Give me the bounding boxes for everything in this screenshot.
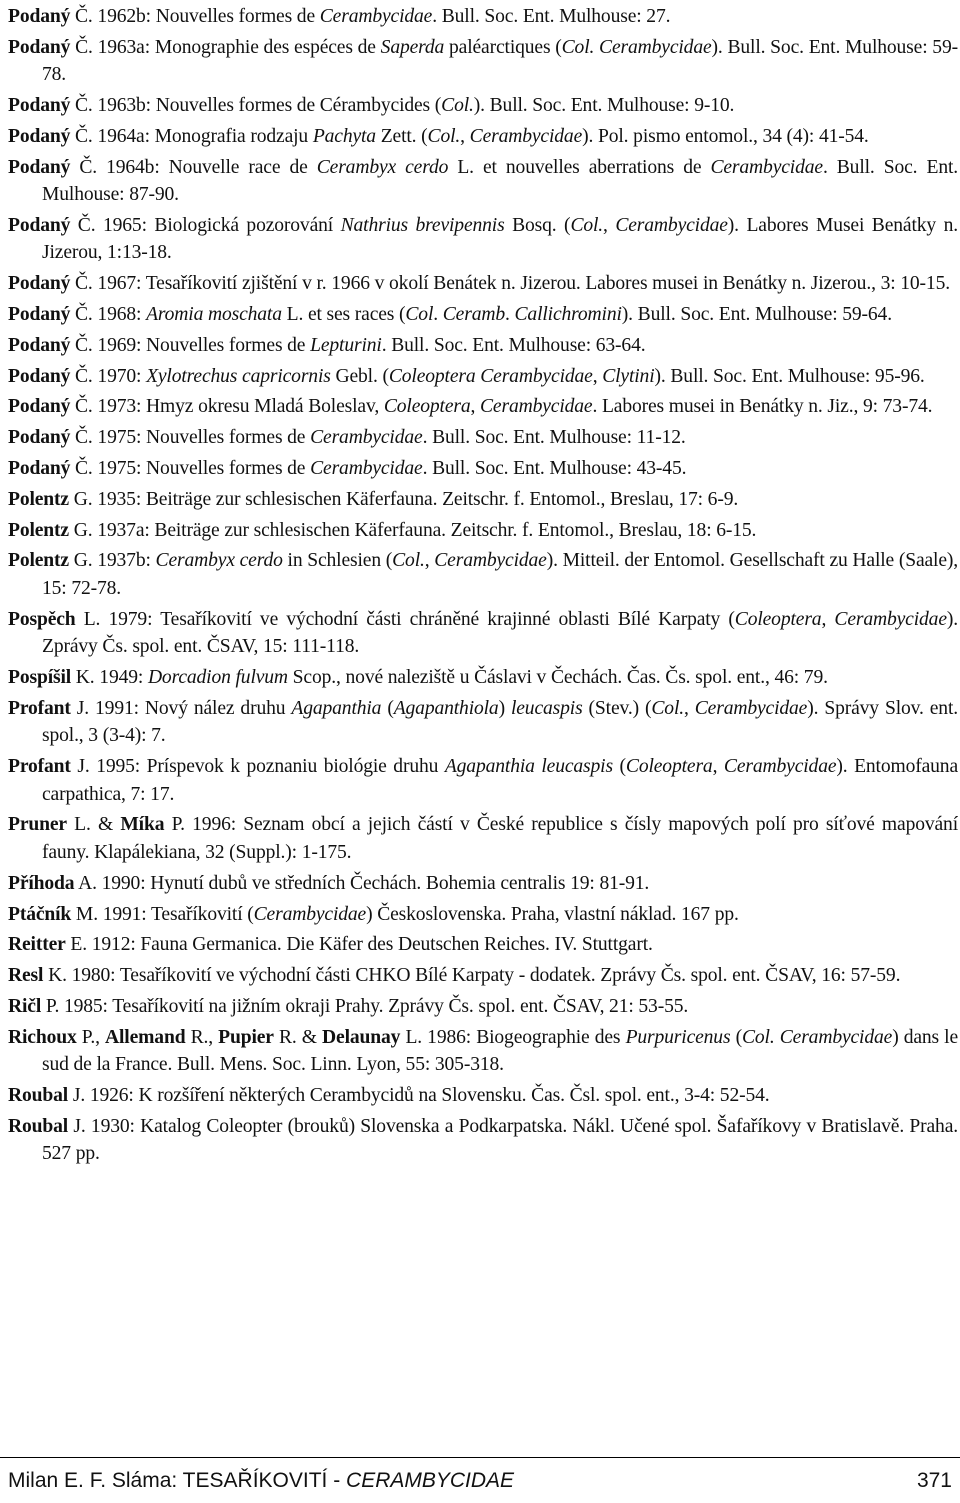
author-surname: Pospíšil bbox=[8, 667, 72, 689]
reference-entry bbox=[8, 606, 958, 661]
reference-entry bbox=[8, 486, 958, 514]
reference-text: Bosq. ( bbox=[504, 214, 571, 236]
italic-term: Cerambycidae bbox=[469, 125, 583, 147]
reference-text: (Stev.) ( bbox=[582, 697, 652, 719]
italic-term: Agapanthiola bbox=[393, 697, 499, 719]
author-surname: Podaný bbox=[8, 36, 71, 58]
author-surname: Profant bbox=[8, 756, 71, 778]
reference-text: . Bull. Soc. Ent. Mulhouse: 63-64. bbox=[381, 334, 646, 356]
reference-entry bbox=[8, 270, 958, 298]
reference-text: J. 1926: K rozšíření některých Cerambycidů na Slovensku. Čas. Čsl. spol. ent., 3-4: 52-54. bbox=[68, 1085, 770, 1107]
reference-text: Č. 1963b: Nouvelles formes de Cérambycides ( bbox=[70, 95, 442, 117]
italic-term: Cerambycidae bbox=[694, 697, 808, 719]
reference-text: M. 1991: Tesaříkovití ( bbox=[71, 903, 254, 925]
italic-term: Cerambycidae bbox=[710, 156, 823, 178]
italic-term: Aromia moschata bbox=[146, 304, 282, 326]
reference-entry bbox=[8, 123, 958, 151]
italic-term: Coleoptera Cerambycidae bbox=[388, 365, 593, 387]
reference-text: L. et nouvelles aberrations de bbox=[448, 156, 711, 178]
reference-entry bbox=[8, 695, 958, 750]
reference-text: , bbox=[424, 550, 435, 572]
reference-text: ( bbox=[730, 1026, 742, 1048]
reference-text: . Bull. Soc. Ent. Mulhouse: 11-12. bbox=[422, 427, 686, 449]
italic-term: Col. bbox=[392, 550, 425, 572]
author-surname: Podaný bbox=[8, 304, 71, 326]
reference-text: R., bbox=[185, 1026, 219, 1048]
reference-text: Č. 1975: Nouvelles formes de bbox=[70, 458, 311, 480]
italic-term: Purpuricenus bbox=[625, 1026, 731, 1048]
reference-text: ). Pol. pismo entomol., 34 (4): 41-54. bbox=[582, 125, 869, 147]
reference-text: Č. 1964b: Nouvelle race de bbox=[70, 156, 317, 178]
italic-term: Coleoptera bbox=[625, 756, 713, 778]
reference-text: J. 1930: Katalog Coleopter (brouků) Slovenska a Podkarpatska. Nákl. Učené spol. Šafaříkovy v Bratislavě. Praha. 527 pp. bbox=[42, 1115, 958, 1165]
reference-entry bbox=[8, 993, 958, 1021]
author-surname: Delaunay bbox=[322, 1026, 401, 1048]
reference-entry bbox=[8, 901, 958, 929]
reference-text: Č. 1965: Biologická pozorování bbox=[70, 214, 341, 236]
reference-text: Č. 1969: Nouvelles formes de bbox=[70, 334, 311, 356]
reference-entry bbox=[8, 3, 958, 31]
author-surname: Polentz bbox=[8, 488, 69, 510]
reference-text: P., bbox=[76, 1026, 105, 1048]
reference-text: K. 1949: bbox=[71, 667, 148, 689]
italic-term: Clytini bbox=[602, 365, 655, 387]
italic-term: Col. Cerambycidae bbox=[561, 36, 712, 58]
author-surname: Podaný bbox=[8, 95, 71, 117]
reference-text: Č. 1967: Tesaříkovití zjištění v r. 1966 v okolí Benátek n. Jizerou. Labores musei in Benátky n. Jizerou., 3: 10-15. bbox=[70, 273, 950, 295]
reference-entry bbox=[8, 34, 958, 89]
reference-text: Scop., nové naleziště u Čáslavi v Čechách. Čas. Čs. spol. ent., 46: 79. bbox=[287, 667, 828, 689]
reference-entry bbox=[8, 363, 958, 391]
reference-text: , bbox=[460, 125, 470, 147]
author-surname: Podaný bbox=[8, 365, 71, 387]
author-surname: Pupier bbox=[218, 1026, 274, 1048]
reference-text: L. & bbox=[66, 814, 121, 836]
reference-text: L. 1979: Tesaříkovití ve východní části chráněné krajinné oblasti Bílé Karpaty ( bbox=[75, 608, 735, 630]
italic-term: Callichromini bbox=[514, 304, 622, 326]
reference-entry bbox=[8, 517, 958, 545]
reference-text: ). Bull. Soc. Ent. Mulhouse: 95-96. bbox=[654, 365, 925, 387]
reference-text: Č. 1970: bbox=[70, 365, 147, 387]
running-footer bbox=[8, 1469, 514, 1493]
italic-term: Lepturini bbox=[310, 334, 382, 356]
reference-text: . bbox=[433, 304, 443, 326]
author-surname: Reitter bbox=[8, 934, 66, 956]
author-surname: Podaný bbox=[8, 156, 71, 178]
author-surname: Profant bbox=[8, 697, 71, 719]
author-surname: Polentz bbox=[8, 550, 69, 572]
reference-entry bbox=[8, 753, 958, 808]
author-surname: Podaný bbox=[8, 6, 71, 27]
author-surname: Ptáčník bbox=[8, 903, 72, 925]
reference-entry bbox=[8, 424, 958, 452]
reference-text: ). Mitteil. der Entomol. Gesellschaft zu Halle (Saale), 15: 72-78. bbox=[42, 550, 959, 599]
reference-text: , bbox=[712, 756, 724, 778]
italic-term: Col. bbox=[651, 697, 684, 719]
reference-list bbox=[8, 3, 958, 1171]
reference-entry bbox=[8, 811, 958, 866]
italic-term: Cerambycidae bbox=[834, 608, 947, 630]
reference-text: ). Zprávy Čs. spol. ent. ČSAV, 15: 111-118. bbox=[42, 608, 958, 658]
reference-entry bbox=[8, 92, 958, 120]
author-surname: Podaný bbox=[8, 396, 71, 418]
reference-text: P. 1996: Seznam obcí a jejich částí v České republice s čísly mapových polí pro síťové mapování fauny. Klapálekiana, 32 (Suppl.): 1-175. bbox=[42, 814, 958, 863]
reference-text: . Labores musei in Benátky n. Jiz., 9: 73-74. bbox=[592, 396, 933, 418]
footer-title: CERAMBYCIDAE bbox=[346, 1469, 515, 1492]
author-surname: Podaný bbox=[8, 214, 71, 236]
reference-entry bbox=[8, 962, 958, 990]
author-surname: Podaný bbox=[8, 273, 71, 295]
author-surname: Pospěch bbox=[8, 608, 76, 630]
author-surname: Míka bbox=[120, 814, 165, 836]
reference-entry bbox=[8, 547, 958, 602]
reference-entry bbox=[8, 332, 958, 360]
author-surname: Richoux bbox=[8, 1026, 77, 1048]
reference-text: A. 1990: Hynutí dubů ve středních Čechách. Bohemia centralis 19: 81-91. bbox=[74, 872, 650, 894]
italic-term: Cerambycidae bbox=[615, 214, 728, 236]
reference-text: E. 1912: Fauna Germanica. Die Käfer des Deutschen Reiches. IV. Stuttgart. bbox=[65, 934, 653, 956]
reference-text: ). Labores Musei Benátky n. Jizerou, 1:13-18. bbox=[42, 214, 958, 264]
reference-text: paléarctiques ( bbox=[444, 36, 562, 58]
italic-term: Cerambycidae bbox=[310, 458, 423, 480]
italic-term: Cerambycidae bbox=[723, 756, 837, 778]
footer-author: Milan E. F. Sláma: TESAŘÍKOVITÍ - bbox=[8, 1469, 347, 1492]
italic-term: Coleoptera bbox=[383, 396, 471, 418]
italic-term: Dorcadion fulvum bbox=[147, 667, 288, 689]
author-surname: Pruner bbox=[8, 814, 67, 836]
reference-text: . Bull. Soc. Ent. Mulhouse: 43-45. bbox=[422, 458, 687, 480]
reference-text: Č. 1975: Nouvelles formes de bbox=[70, 427, 311, 449]
reference-text: ). Správy Slov. ent. spol., 3 (3-4): 7. bbox=[42, 697, 958, 747]
reference-entry bbox=[8, 301, 958, 329]
reference-entry bbox=[8, 1024, 958, 1079]
reference-text: , bbox=[821, 608, 835, 630]
reference-text: G. 1935: Beiträge zur schlesischen Käferfauna. Zeitschr. f. Entomol., Breslau, 17: 6-9. bbox=[68, 488, 739, 510]
italic-term: Pachyta bbox=[312, 125, 376, 147]
reference-text: in Schlesien ( bbox=[282, 550, 393, 572]
reference-entry bbox=[8, 393, 958, 421]
reference-entry bbox=[8, 931, 958, 959]
reference-text: ) bbox=[498, 697, 511, 719]
reference-text: , bbox=[684, 697, 695, 719]
reference-text: Gebl. ( bbox=[330, 365, 389, 387]
author-surname: Podaný bbox=[8, 458, 71, 480]
reference-text: Č. 1964a: Monografia rodzaju bbox=[70, 125, 313, 147]
author-surname: Roubal bbox=[8, 1085, 69, 1107]
italic-term: Coleoptera bbox=[734, 608, 822, 630]
reference-text: . Bull. Soc. Ent. Mulhouse: 27. bbox=[432, 6, 671, 27]
reference-text: ). Bull. Soc. Ent. Mulhouse: 59-78. bbox=[42, 36, 958, 86]
reference-text: ( bbox=[612, 756, 626, 778]
reference-text: J. 1995: Príspevok k poznaniu biológie druhu bbox=[70, 756, 445, 778]
reference-text: ). Bull. Soc. Ent. Mulhouse: 9-10. bbox=[473, 95, 735, 117]
author-surname: Roubal bbox=[8, 1115, 69, 1137]
italic-term: Cerambyx cerdo bbox=[316, 156, 449, 178]
italic-term: Col. bbox=[441, 95, 474, 117]
reference-text: . bbox=[505, 304, 515, 326]
reference-text: ) dans le sud de la France. Bull. Mens. Soc. Linn. Lyon, 55: 305-318. bbox=[42, 1026, 959, 1076]
reference-text: ). Entomofauna carpathica, 7: 17. bbox=[42, 756, 959, 805]
reference-text: K. 1980: Tesaříkovití ve východní části CHKO Bílé Karpaty - dodatek. Zprávy Čs. spol. ent. ČSAV, 16: 57-59. bbox=[43, 965, 901, 987]
reference-text: Č. 1962b: Nouvelles formes de bbox=[70, 6, 320, 27]
italic-term: Saperda bbox=[380, 36, 445, 58]
reference-text: , bbox=[603, 214, 616, 236]
reference-text: Zett. ( bbox=[375, 125, 428, 147]
reference-text: P. 1985: Tesaříkovití na jižním okraji Prahy. Zprávy Čs. spol. ent. ČSAV, 21: 53-55. bbox=[41, 995, 689, 1017]
italic-term: Cerambyx cerdo bbox=[155, 550, 283, 572]
author-surname: Podaný bbox=[8, 427, 71, 449]
italic-term: Xylotrechus capricornis bbox=[146, 365, 331, 387]
reference-text: . Bull. Soc. Ent. Mulhouse: 87-90. bbox=[42, 156, 959, 206]
author-surname: Podaný bbox=[8, 125, 71, 147]
reference-entry bbox=[8, 1113, 958, 1168]
reference-text: Č. 1973: Hmyz okresu Mladá Boleslav, bbox=[70, 396, 384, 418]
reference-text: J. 1991: Nový nález druhu bbox=[70, 697, 292, 719]
author-surname: Allemand bbox=[105, 1026, 186, 1048]
reference-text: R. & bbox=[273, 1026, 323, 1048]
reference-entry bbox=[8, 870, 958, 898]
reference-entry bbox=[8, 664, 958, 692]
author-surname: Příhoda bbox=[8, 872, 75, 894]
reference-text: ( bbox=[381, 697, 394, 719]
author-surname: Podaný bbox=[8, 334, 71, 356]
reference-entry bbox=[8, 154, 958, 209]
reference-text: L. 1986: Biogeographie des bbox=[400, 1026, 626, 1048]
reference-text: ) Československa. Praha, vlastní náklad. 167 pp. bbox=[366, 903, 739, 925]
reference-text: G. 1937b: bbox=[68, 550, 156, 572]
footer-divider bbox=[0, 1457, 960, 1458]
italic-term: Col bbox=[405, 304, 434, 326]
reference-text: , bbox=[470, 396, 480, 418]
reference-text: Č. 1968: bbox=[70, 304, 147, 326]
reference-text: , bbox=[592, 365, 603, 387]
reference-text: L. et ses races ( bbox=[281, 304, 406, 326]
reference-entry bbox=[8, 1082, 958, 1110]
italic-term: Ceramb bbox=[442, 304, 506, 326]
reference-text: ). Bull. Soc. Ent. Mulhouse: 59-64. bbox=[621, 304, 892, 326]
author-surname: Polentz bbox=[8, 519, 69, 541]
reference-entry bbox=[8, 455, 958, 483]
italic-term: Agapanthia leucaspis bbox=[444, 756, 613, 778]
reference-entry bbox=[8, 212, 958, 267]
reference-text: G. 1937a: Beiträge zur schlesischen Käferfauna. Zeitschr. f. Entomol., Breslau, 18: 6-15. bbox=[68, 519, 757, 541]
author-surname: Ričl bbox=[8, 995, 42, 1017]
italic-term: Cerambycidae bbox=[253, 903, 367, 925]
italic-term: Cerambycidae bbox=[310, 427, 423, 449]
italic-term: Cerambycidae bbox=[779, 1026, 893, 1048]
italic-term: Col. bbox=[741, 1026, 775, 1048]
italic-term: Cerambycidae bbox=[480, 396, 593, 418]
italic-term: leucaspis bbox=[510, 697, 583, 719]
italic-term: Col. bbox=[427, 125, 461, 147]
italic-term: Nathrius brevipennis bbox=[340, 214, 505, 236]
reference-text: Č. 1963a: Monographie des espéces de bbox=[70, 36, 381, 58]
author-surname: Resl bbox=[8, 965, 44, 987]
italic-term: Cerambycidae bbox=[319, 6, 433, 27]
italic-term: Col. bbox=[570, 214, 604, 236]
italic-term: Cerambycidae bbox=[434, 550, 547, 572]
italic-term: Agapanthia bbox=[291, 697, 382, 719]
page-number: 371 bbox=[916, 1469, 952, 1492]
